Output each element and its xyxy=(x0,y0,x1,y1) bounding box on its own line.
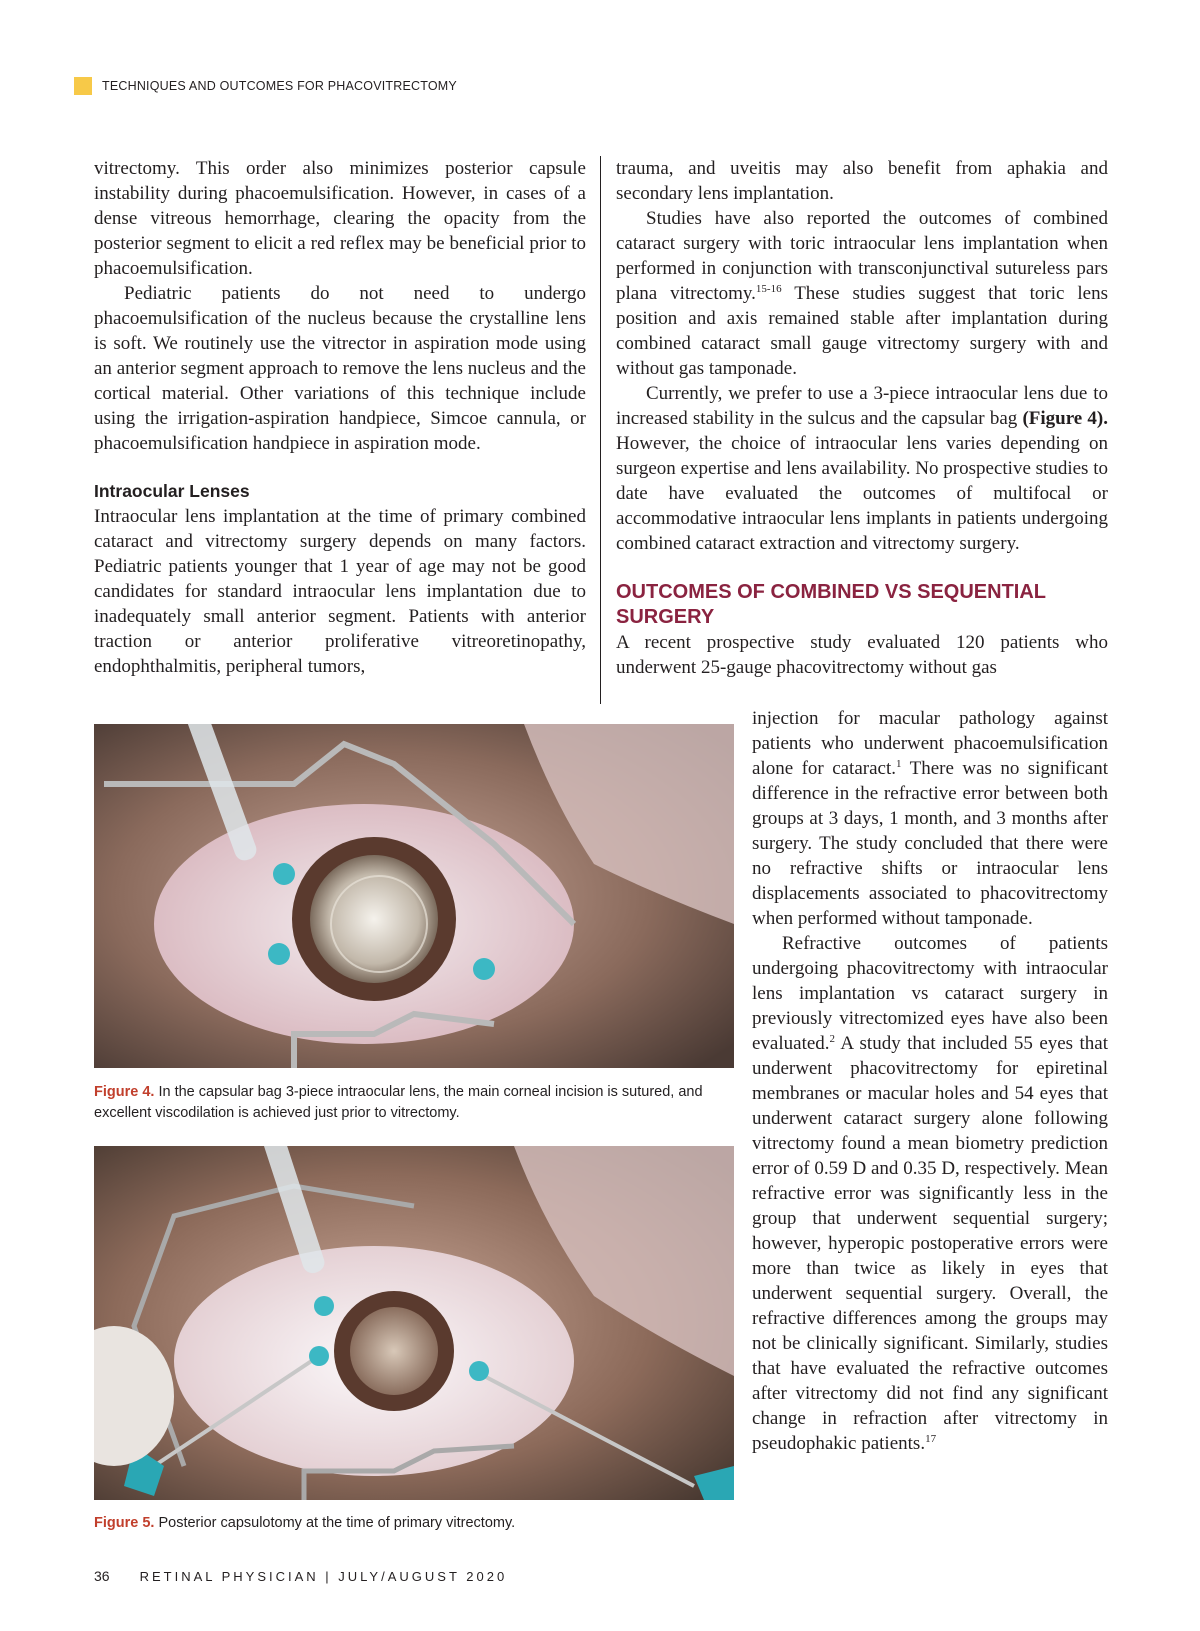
paragraph: Pediatric patients do not need to undergo phacoemulsification of the nucleus because the crystalline lens is soft. We routinely use the vitrector in aspiration mode using an anterior segment approach to remove the lens nucleus and the cortical material. Other variations of this technique include using the irrigation-aspiration handpiece, Simcoe cannula, or phacoemulsification handpiece in aspiration mode. xyxy=(94,283,586,454)
page-number: 36 xyxy=(94,1568,110,1584)
running-title: TECHNIQUES AND OUTCOMES FOR PHACOVITRECTOMY xyxy=(102,79,457,93)
reference-superscript: 2 xyxy=(829,1033,836,1045)
paragraph xyxy=(752,706,1108,931)
left-column xyxy=(94,156,586,679)
trocar-cannula xyxy=(469,1361,489,1381)
paragraph xyxy=(752,931,1108,1456)
paragraph: A recent prospective study evaluated 120 patients who underwent 25-gauge phacovitrectomy without gas xyxy=(616,632,1108,678)
trocar-cannula xyxy=(268,943,290,965)
running-header xyxy=(74,74,457,98)
paragraph xyxy=(616,206,1108,381)
figure-4-caption xyxy=(94,1082,734,1124)
reference-superscript: 17 xyxy=(925,1433,937,1445)
trocar-cannula xyxy=(273,863,295,885)
text-span: injection for macular pathology against patients who underwent phacoemulsification alone for cataract. xyxy=(752,708,1108,779)
column-divider xyxy=(600,156,601,704)
reference-superscript: 15-16 xyxy=(755,283,782,295)
text-span: A study that included 55 eyes that underwent phacovitrectomy for epiretinal membranes or macular holes and 54 eyes that underwent cataract surgery alone following vitrectomy found a mean biometry prediction error of 0.59 D and 0.35 D, respectively. Mean refractive error was significantly less in the group that underwent sequential surgery; however, hyperopic postoperative errors were more than twice as likely in eyes that underwent sequential surgery. Overall, the refractive differences among the groups may not be clinically significant. Similarly, studies that have evaluated the refractive outcomes after vitrectomy did not find any significant change in refraction after vitrectomy in pseudophakic patients. xyxy=(752,1033,1108,1454)
trocar-cannula xyxy=(314,1296,334,1316)
text-span: There was no significant difference in the refractive error between both groups at 3 days, 1 month, and 3 months after surgery. The study concluded that there were no refractive shifts or intraocular lens displacements associated to phacovitrectomy when performed without tamponade. xyxy=(752,758,1108,929)
paragraph: Intraocular lens implantation at the time of primary combined cataract and vitrectomy surgery depends on many factors. Pediatric patients younger that 1 year of age may not be good candidates for standard intraocular lens implantation due to inadequately small anterior segment. Patients with anterior traction or anterior proliferative vitreoretinopathy, endophthalmitis, peripheral tumors, xyxy=(94,506,586,677)
subheading-intraocular-lenses: Intraocular Lenses xyxy=(94,481,250,501)
figure-5-photo xyxy=(94,1146,734,1500)
pupil xyxy=(350,1307,438,1395)
figure-5-caption xyxy=(94,1513,734,1534)
caption-label: Figure 4. xyxy=(94,1084,155,1100)
reference-superscript: 1 xyxy=(896,758,902,770)
paragraph xyxy=(616,381,1108,556)
paragraph: trauma, and uveitis may also benefit from aphakia and secondary lens implantation. xyxy=(616,158,1108,204)
narrow-column xyxy=(752,706,1108,1456)
caption-label: Figure 5. xyxy=(94,1515,155,1531)
caption-text: In the capsular bag 3-piece intraocular lens, the main corneal incision is sutured, and excellent viscodilation is achieved just prior to vitrectomy. xyxy=(94,1084,703,1121)
right-column xyxy=(616,156,1108,680)
header-color-block xyxy=(74,77,92,95)
figure-reference: (Figure 4). xyxy=(1022,408,1108,429)
trocar-cannula xyxy=(309,1346,329,1366)
trocar-cannula xyxy=(473,958,495,980)
section-heading: OUTCOMES OF COMBINED VS SEQUENTIAL SURGERY xyxy=(616,581,1046,628)
paragraph: vitrectomy. This order also minimizes posterior capsule instability during phacoemulsification. However, in cases of a dense vitreous hemorrhage, clearing the opacity from the posterior segment to elicit a red reflex may be beneficial prior to phacoemulsification. xyxy=(94,158,586,279)
journal-name: RETINAL PHYSICIAN | JULY/AUGUST 2020 xyxy=(139,1568,508,1584)
text-span: However, the choice of intraocular lens varies depending on surgeon expertise and lens availability. No prospective studies to date have evaluated the outcomes of multifocal or accommodative intraocular lens implants in patients undergoing combined cataract extraction and vitrectomy surgery. xyxy=(616,433,1108,554)
pupil xyxy=(310,855,438,983)
text-span: Currently, we prefer to use a 3-piece intraocular lens due to increased stability in the sulcus and the capsular bag xyxy=(616,383,1108,429)
figure-4-photo xyxy=(94,724,734,1068)
text-span: Refractive outcomes of patients undergoing phacovitrectomy with intraocular lens implantation vs cataract surgery in previously vitrectomized eyes have also been evaluated. xyxy=(752,933,1108,1054)
caption-text: Posterior capsulotomy at the time of primary vitrectomy. xyxy=(154,1515,516,1531)
text-span: Studies have also reported the outcomes of combined cataract surgery with toric intraocular lens implantation when performed in conjunction with transconjunctival sutureless pars plana vitrectomy. xyxy=(616,208,1108,304)
text-span: These studies suggest that toric lens position and axis remained stable after implantation during combined cataract small gauge vitrectomy surgery with and without gas tamponade. xyxy=(616,283,1108,379)
page-footer xyxy=(94,1568,507,1584)
